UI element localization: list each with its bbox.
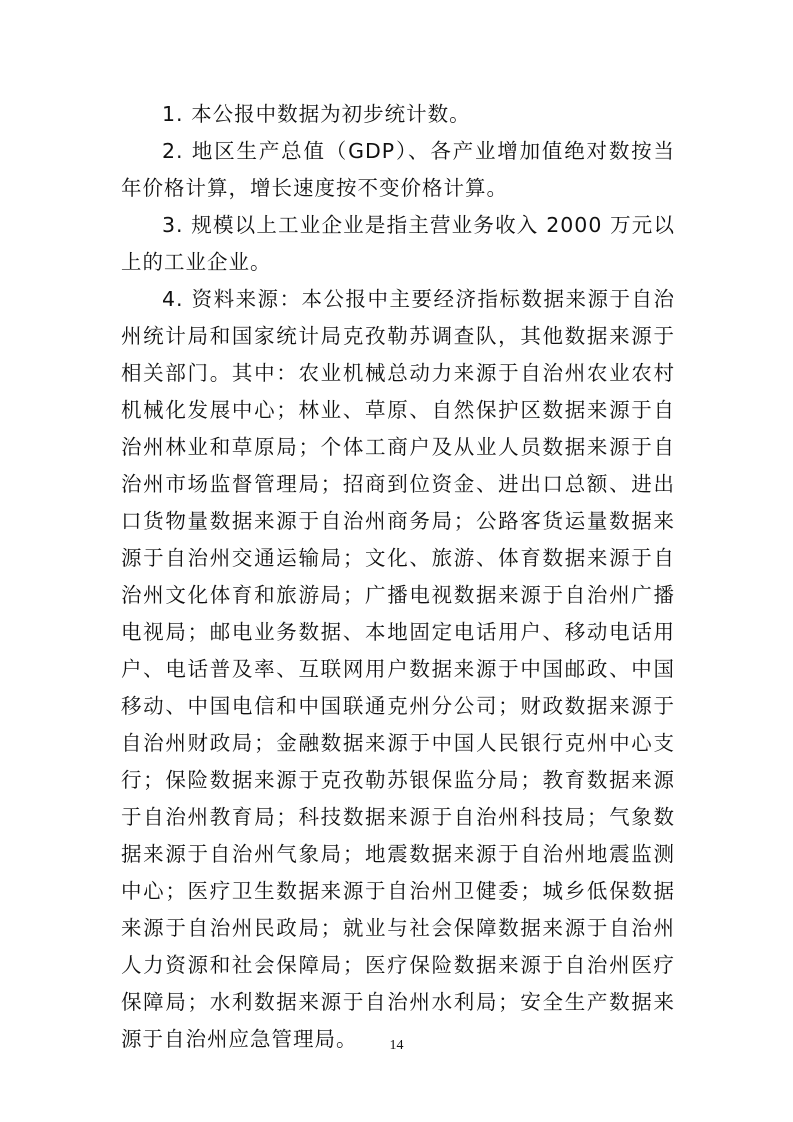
page-number: 14 — [389, 1038, 404, 1053]
note-4-data-sources: 4. 资料来源：本公报中主要经济指标数据来源于自治州统计局和国家统计局克孜勒苏调查队，其他数据来源于相关部门。其中：农业机械总动力来源于自治州农业农村机械化发展中心；林业、草原、自然保护区数据来源于自治州林业和草原局；个体工商户及从业人员数据来源于自治州市场监督管理局；招商到位资金、进出口总额、进出口货物量数据来源于自治州商务局；公路客货运量数据来源于自治州交通运输局；文化、旅游、体育数据来源于自治州文化体育和旅游局；广播电视数据来源于自治州广播电视局；邮电业务数据、本地固定电话用户、移动电话用户、电话普及率、互联网用户数据来源于中国邮政、中国移动、中国电信和中国联通克州分公司；财政数据来源于自治州财政局；金融数据来源于中国人民银行克州中心支行；保险数据来源于克孜勒苏银保监分局；教育数据来源于自治州教育局；科技数据来源于自治州科技局；气象数据来源于自治州气象局；地震数据来源于自治州地震监测中心；医疗卫生数据来源于自治州卫健委；城乡低保数据来源于自治州民政局；就业与社会保障数据来源于自治州人力资源和社会保障局；医疗保险数据来源于自治州医疗保障局；水利数据来源于自治州水利局；安全生产数据来源于自治州应急管理局。 — [121, 287, 675, 1051]
note-1-preliminary-data: 1. 本公报中数据为初步统计数。 — [162, 102, 471, 126]
note-2-gdp-calculation: 2. 地区生产总值（GDP）、各产业增加值绝对数按当年价格计算，增长速度按不变价格计算。 — [121, 139, 675, 200]
notes-section — [121, 96, 675, 1058]
note-3-industrial-enterprises: 3. 规模以上工业企业是指主营业务收入 2000 万元以上的工业企业。 — [121, 213, 675, 274]
